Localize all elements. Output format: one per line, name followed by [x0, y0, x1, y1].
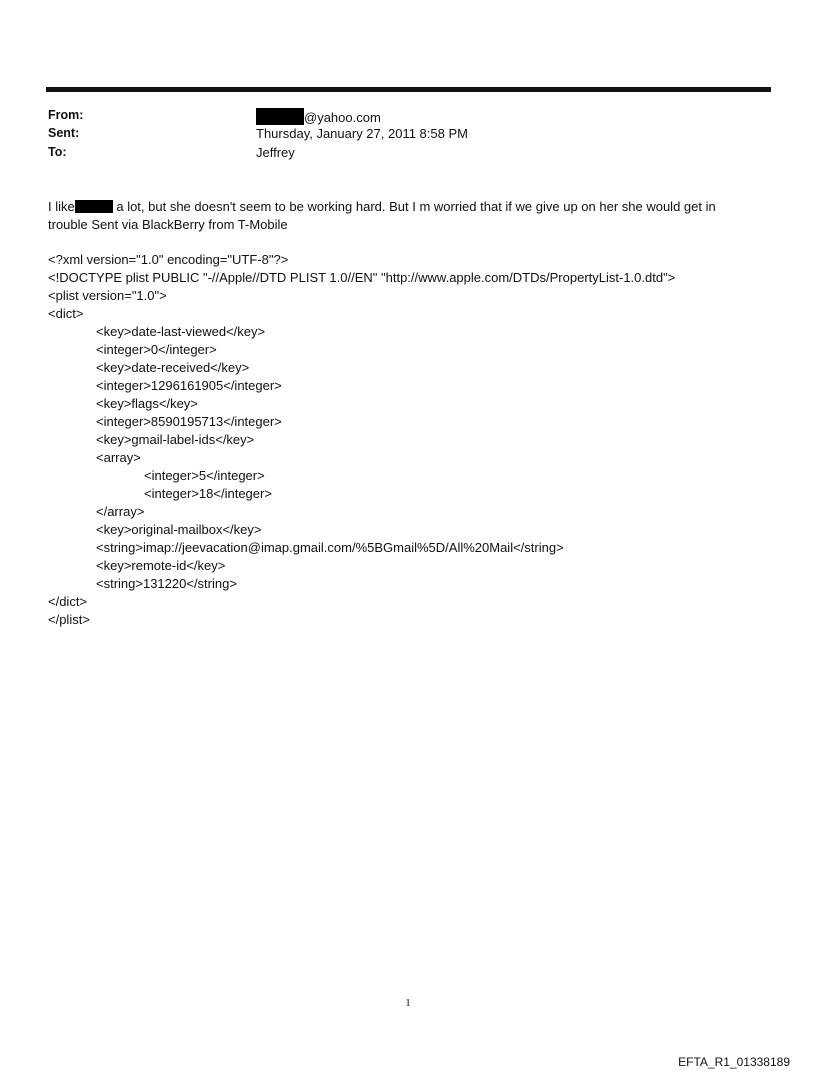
plist-line: <integer>18</integer> [144, 486, 272, 501]
plist-line: </dict> [48, 594, 88, 609]
to-value: Jeffrey [256, 145, 295, 160]
sent-value: Thursday, January 27, 2011 8:58 PM [256, 126, 468, 141]
plist-line: <integer>1296161905</integer> [96, 378, 282, 393]
message-body [48, 198, 768, 234]
plist-line: <?xml version="1.0" encoding="UTF-8"?> [48, 252, 289, 267]
plist-line: <key>flags</key> [96, 396, 198, 411]
from-domain: @yahoo.com [304, 110, 381, 125]
plist-block [48, 251, 675, 629]
from-value [256, 108, 381, 125]
message-text: I like [48, 199, 75, 214]
header-rule [46, 87, 771, 92]
document-id: EFTA_R1_01338189 [678, 1055, 790, 1069]
redaction-block [256, 108, 304, 125]
plist-line: <key>original-mailbox</key> [96, 522, 262, 537]
plist-line: <dict> [48, 306, 84, 321]
plist-line: <plist version="1.0"> [48, 288, 167, 303]
plist-line: <key>remote-id</key> [96, 558, 226, 573]
plist-line: <string>131220</string> [96, 576, 237, 591]
plist-line: <key>date-received</key> [96, 360, 250, 375]
sent-label: Sent: [48, 126, 80, 140]
plist-line: </array> [96, 504, 145, 519]
message-text: a lot, but she doesn't seem to be working hard. But I m worried that if we give up on her she would get in [112, 199, 716, 214]
plist-line: <string>imap://jeevacation@imap.gmail.com/%5BGmail%5D/All%20Mail</string> [96, 540, 564, 555]
from-label: From: [48, 108, 84, 122]
plist-line: <integer>8590195713</integer> [96, 414, 282, 429]
plist-line: <!DOCTYPE plist PUBLIC "-//Apple//DTD PLIST 1.0//EN" "http://www.apple.com/DTDs/PropertyList-1.0.dtd"> [48, 270, 676, 285]
message-line-1 [48, 198, 768, 216]
plist-line: <integer>0</integer> [96, 342, 217, 357]
message-line-2: trouble Sent via BlackBerry from T-Mobile [48, 217, 288, 232]
plist-line: <array> [96, 450, 141, 465]
plist-line: <integer>5</integer> [144, 468, 265, 483]
to-label: To: [48, 145, 67, 159]
page-number: 1 [405, 997, 411, 1009]
plist-line: <key>date-last-viewed</key> [96, 324, 266, 339]
plist-line: </plist> [48, 612, 90, 627]
plist-line: <key>gmail-label-ids</key> [96, 432, 255, 447]
redaction-block [75, 200, 113, 213]
